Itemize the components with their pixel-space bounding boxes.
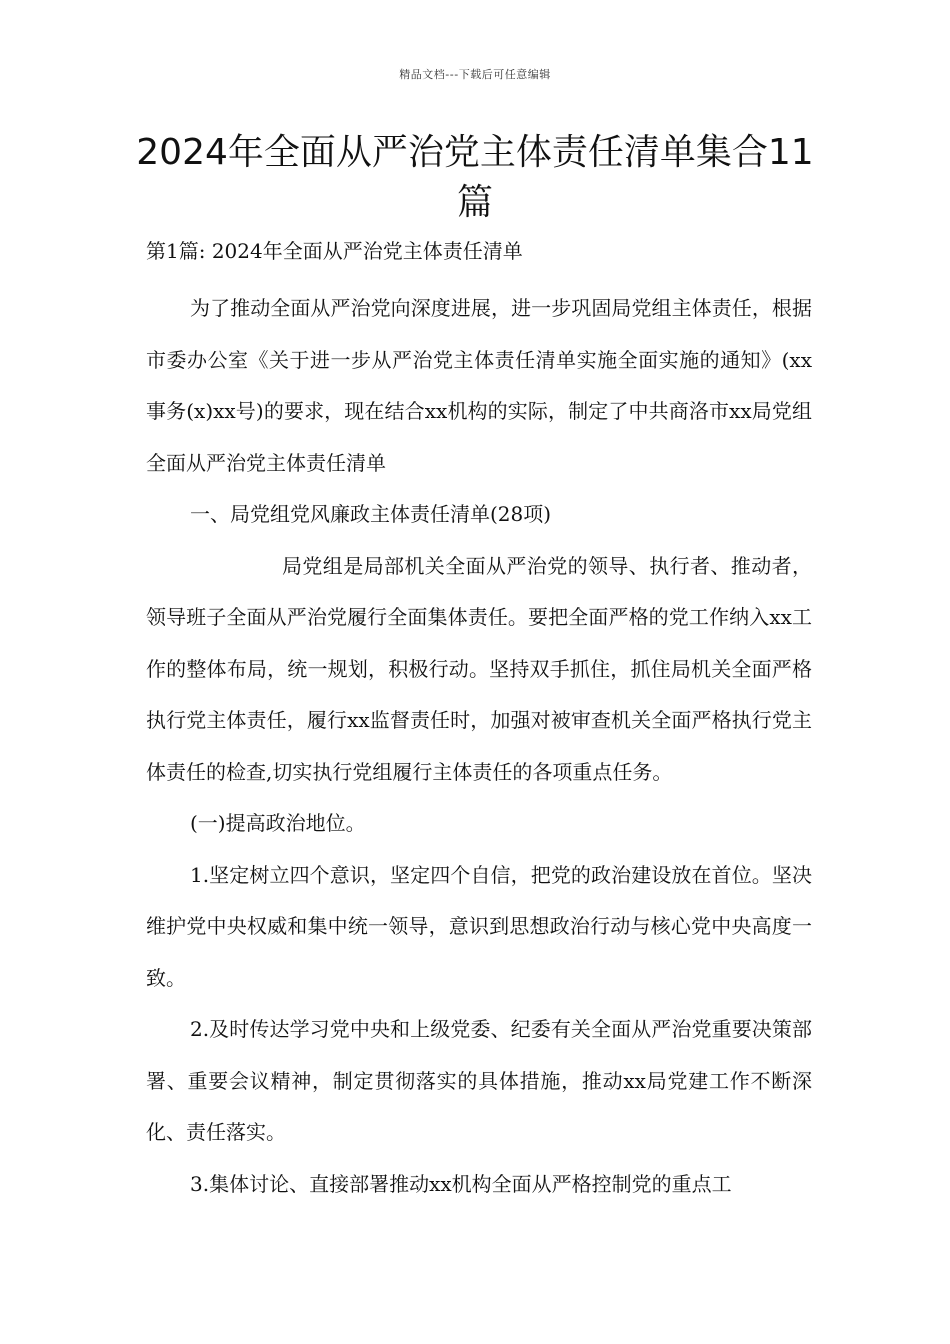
chapter-heading: 第1篇: 2024年全面从严治党主体责任清单 — [146, 239, 523, 263]
paragraph-intro: 为了推动全面从严治党向深度进展，进一步巩固局党组主体责任，根据市委办公室《关于进一步从严治党主体责任清单实施全面实施的通知》(xx事务(x)xx号)的要求，现在结合xx机构的实际，制定了中共商洛市xx局党组全面从严治党主体责任清单 — [146, 296, 812, 475]
section-heading: 一、局党组党风廉政主体责任清单(28项) — [190, 502, 552, 526]
list-item-2: 2.及时传达学习党中央和上级党委、纪委有关全面从严治党重要决策部署、重要会议精神，制定贯彻落实的具体措施，推动xx局党建工作不断深化、责任落实。 — [146, 1017, 812, 1144]
list-item-1: 1.坚定树立四个意识，坚定四个自信，把党的政治建设放在首位。坚决维护党中央权威和集中统一领导，意识到思想政治行动与核心党中央高度一致。 — [146, 862, 812, 990]
list-item-3: 3.集体讨论、直接部署推动xx机构全面从严格控制党的重点工 — [190, 1171, 732, 1196]
document-title: 2024年全面从严治党主体责任清单集合11篇 — [136, 132, 814, 223]
page-header: 精品文档---下载后可任意编辑 — [399, 68, 551, 81]
document-body — [146, 233, 812, 1210]
subsection-heading: (一)提高政治地位。 — [190, 811, 366, 835]
paragraph-party-group: 局党组是局部机关全面从严治党的领导、执行者、推动者，领导班子全面从严治党履行全面集体责任。要把全面严格的党工作纳入xx工作的整体布局，统一规划，积极行动。坚持双手抓住，抓住局机关全面严格执行党主体责任，履行xx监督责任时，加强对被审查机关全面严格执行党主体责任的检查,切实执行党组履行主体责任的各项重点任务。 — [146, 553, 812, 784]
